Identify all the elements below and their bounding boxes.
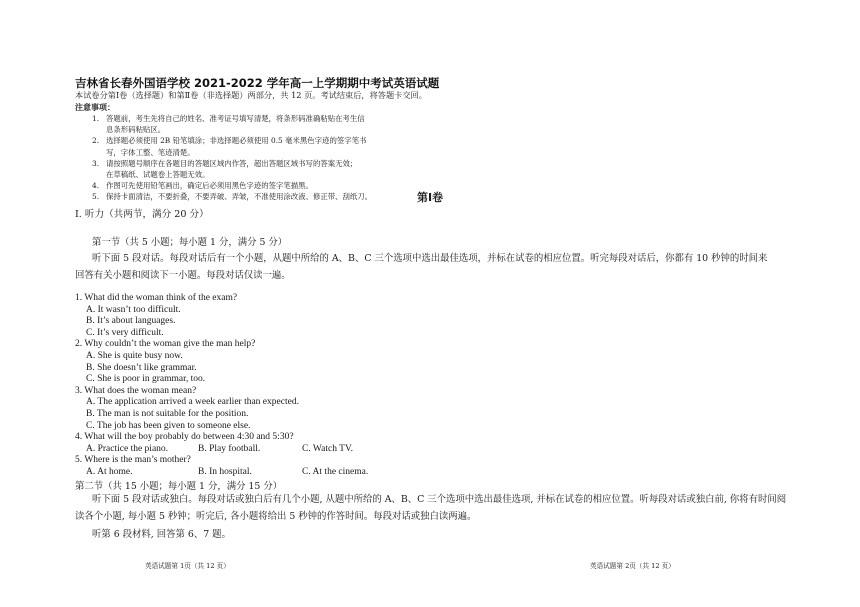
question-option: B. She doesn’t like grammar. [86, 362, 197, 373]
question-option: C. Watch TV. [302, 443, 353, 454]
subsection-1-heading: 第一节（共 5 小题；每小题 1 分，满分 5 分） [92, 237, 288, 248]
question-list [75, 293, 775, 479]
question-stem: 5. Where is the man’s mother? [75, 455, 191, 466]
notice-text: 答题前，考生先将自己的姓名、准考证号填写清楚，将条形码准确粘贴在考生信 [106, 114, 365, 123]
notice-number: 3. [92, 158, 100, 168]
notice-item [92, 135, 492, 146]
question-option: C. At the cinema. [302, 466, 369, 477]
notice-number: 4. [92, 181, 100, 191]
notice-number: 1. [92, 114, 100, 123]
question-option: B. It’s about languages. [86, 316, 176, 327]
exam-title: 吉林省长春外国语学校 2021-2022 学年高一上学期期中考试英语试题 [75, 76, 440, 90]
listening-section-heading: I. 听力（共两节，满分 20 分） [75, 209, 209, 220]
notice-text: 写，字体工整、笔迹清楚。 [106, 147, 195, 157]
question-option: B. Play football. [198, 443, 261, 454]
notice-item [92, 113, 492, 124]
page-footer-left: 英语试题第 1页（共 12 页） [145, 562, 230, 570]
page-footer-right: 英语试题第 2页（共 12 页） [590, 562, 675, 570]
notice-item [92, 169, 492, 180]
question-option: A. It wasn’t too difficult. [86, 304, 181, 315]
question-options [75, 467, 775, 479]
question-option: C. It’s very difficult. [86, 327, 164, 338]
notice-item [92, 124, 492, 135]
notice-number: 2. [92, 136, 100, 146]
question-option: A. Practice the piano. [86, 443, 169, 454]
notice-number [92, 124, 106, 135]
question-option: C. The job has been given to someone else. [86, 420, 251, 431]
notice-text: 请按照题号顺序在各题目的答题区域内作答，超出答题区域书写的答案无效； [106, 158, 358, 168]
notice-text: 作图可先使用铅笔画出，确定后必须用黑色字迹的签字笔描黑。 [106, 181, 313, 191]
question-stem: 1. What did the woman think of the exam? [75, 293, 238, 303]
notice-text: 选择题必须使用 2B 铅笔填涂；非选择题必须使用 0.5 毫米黑色字迹的签字笔书 [106, 136, 367, 146]
question-option: C. She is poor in grammar, too. [86, 374, 206, 385]
notice-number [92, 169, 106, 180]
subsection-2-heading: 第二节（共 15 小题；每小题 1 分，满分 15 分） [75, 481, 283, 492]
subsection-2-instructions: 听下面 5 段对话或独白。每段对话或独白后有几个小题, 从题中所给的 A、B、C 三个选项中选出最佳选项, 并标在试卷的相应位置。听每段对话或独白前, 你将有时间阅读各个小题, 每小题 5 秒钟；听完后, 各小题将给出 5 秒钟的作答时间。每段对话或独白读两遍。 [75, 494, 787, 522]
question-option: A. The application arrived a week earlier than expected. [86, 397, 299, 408]
notice-item [92, 158, 492, 169]
question-option: B. In hospital. [198, 466, 252, 477]
notice-title: 注意事项： [75, 103, 115, 112]
question-stem: 3. What does the woman mean? [75, 385, 197, 396]
question-stem: 2. Why couldn’t the woman give the man help? [75, 339, 256, 350]
question-option: B. The man is not suitable for the position. [86, 408, 249, 419]
question-option: A. She is quite busy now. [86, 350, 183, 361]
notice-text: 保持卡面清洁，不要折叠，不要弄破、弄皱，不准使用涂改液、修正带、刮纸刀。 [106, 192, 373, 202]
question-option: A. At home. [86, 466, 133, 477]
notice-number [92, 147, 106, 158]
notice-item [92, 147, 492, 158]
notice-number: 5. [92, 192, 100, 202]
question-options [75, 444, 775, 456]
question-stem: 4. What will the boy probably do between 4:30 and 5:30? [75, 432, 294, 443]
subsection-1-instructions: 听下面 5 段对话。每段对话后有一个小题，从题中所给的 A、B、C 三个选项中选出最佳选项，并标在试卷的相应位置。听完每段对话后，你都有 10 秒钟的时间来回答有关小题和阅读下一小题。每段对话仅读一遍。 [75, 253, 768, 281]
volume-title: 第Ⅰ卷 [416, 191, 444, 204]
material-6-instruction: 听第 6 段材料, 回答第 6、7 题。 [92, 529, 231, 540]
notice-text: 在草稿纸、试题卷上答题无效。 [106, 170, 210, 180]
notice-text: 息条形码粘贴区。 [106, 125, 166, 135]
exam-intro: 本试卷分第Ⅰ卷（选择题）和第Ⅱ卷（非选择题）两部分，共 12 页。考试结束后，将答题卡交回。 [75, 90, 427, 100]
